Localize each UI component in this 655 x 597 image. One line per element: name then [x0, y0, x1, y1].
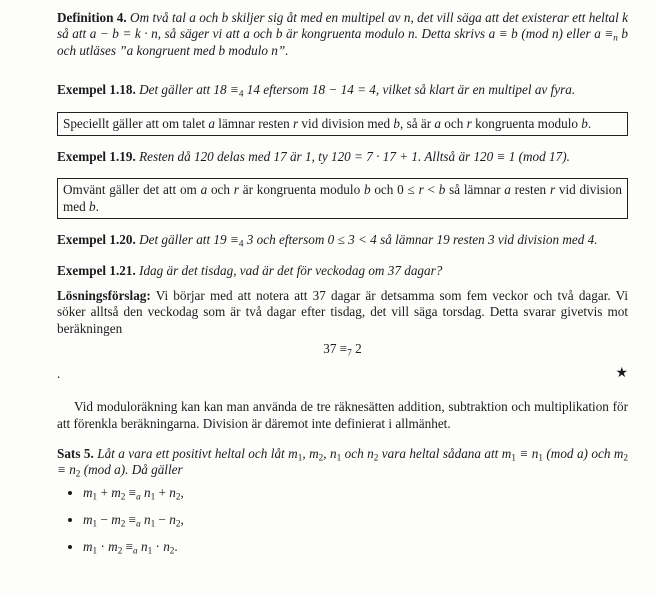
list-item-addition: • $m_1 + m_2 \equiv_a$ $n_1 + n_2$,	[83, 485, 628, 501]
remark-box-congruent-rest	[57, 178, 628, 219]
definition-4-paragraph: Definition 4. Om två tal a och b skiljer sig åt med en multipel av n, det vill säga att det existerar ett heltal k så att a − b = k · n, så säger vi att a och b är kongruenta modulo n. Detta skrivs a ≡ b (mod n) eller $a \equiv_n$ b och utläses ”a kongruent med b modulo n”.	[57, 10, 629, 58]
exempel-1-18-paragraph: Exempel 1.18. Det gäller att $18 \equiv_4$ 14 eftersom 18 − 14 = 4, vilket så klart är en multipel av fyra.	[57, 82, 576, 99]
exempel-1-20-paragraph: Exempel 1.20. Det gäller att $19 \equiv_4$ 3 och eftersom 0 ≤ 3 < 4 så lämnar 19 resten 3 vid division med 4.	[57, 232, 598, 249]
losningsforslag-paragraph: Lösningsförslag: Vi börjar med att notera att 37 dagar är detsamma som fem veckor och två dagar. Vi söker alltså den veckodag som är två dagar efter tisdag, det vill säga torsdag. Detta svarar givetvis mot beräkningen	[57, 288, 628, 336]
remark-box-rest-congruent	[57, 112, 628, 136]
list-item-subtraction: • $m_1 - m_2 \equiv_a$ $n_1 - n_2$,	[83, 512, 628, 528]
period-mark: .	[57, 365, 61, 381]
remark-box-rest-congruent-text: Speciellt gäller att om talet a lämnar resten r vid division med b, så är a och r kongruenta modulo b.	[63, 115, 592, 131]
moduloraking-paragraph: Vid moduloräkning kan kan man använda de tre räknesätten addition, subtraktion och multiplikation för att förenkla beräkningarna. Division är däremot inte definierat i allmänhet.	[57, 399, 628, 431]
sats-5-rules-list	[57, 485, 628, 555]
equation-37-mod-7: $37 \equiv_7$ 2	[323, 341, 362, 358]
remark-box-congruent-rest-text: Omvänt gäller det att om a och r är kongruenta modulo b och 0 ≤ r < b så lämnar a resten r vid division med b.	[63, 182, 622, 214]
solution-end-line	[57, 366, 628, 382]
exempel-1-21-paragraph: Exempel 1.21. Idag är det tisdag, vad är det för veckodag om 37 dagar?	[57, 262, 443, 278]
star-icon: ★	[615, 365, 628, 381]
exempel-1-19-paragraph: Exempel 1.19. Resten då 120 delas med 17 är 1, ty 120 = 7 · 17 + 1. Alltså är 120 ≡ 1 (mod 17).	[57, 149, 570, 165]
sats-5-paragraph: Sats 5. Låt a vara ett positivt heltal och låt $m_1$, $m_2$, $n_1$ och $n_2$ vara heltal sådana att $m_1 \equiv n_1$ (mod a) och $m_2 \equiv n_2$ (mod a). Då gäller	[57, 445, 629, 479]
list-item-multiplication: • $m_1 \cdot m_2 \equiv_a$ $n_1 \cdot n_2$.	[83, 539, 628, 555]
